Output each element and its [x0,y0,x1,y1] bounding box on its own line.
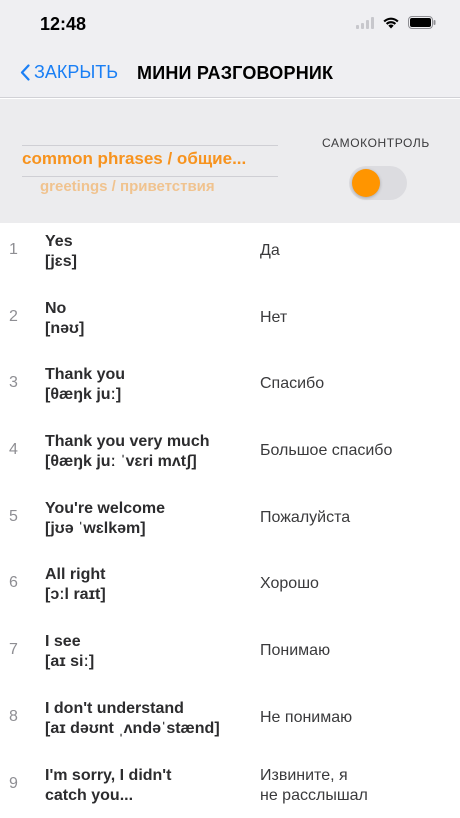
list-item[interactable] [0,758,460,818]
list-item[interactable] [0,491,460,558]
phrase-english: Yes [45,233,73,250]
phrase-list [0,224,460,818]
phrase-transcription: [aɪ dəʊnt ˌʌndəˈstænd] [45,719,220,737]
phrase-number: 6 [9,574,18,592]
phrase-number: 5 [9,507,18,525]
category-picker[interactable] [22,141,278,207]
phrase-english: I don't understand [45,699,184,717]
picker-option-selected[interactable]: common phrases / общие... [22,149,247,168]
phrase-russian: Большое спасибо [260,442,393,460]
phrase-transcription: [θæŋk juː ˈvɛri mʌtʃ] [45,453,197,471]
status-icons [356,16,436,29]
phrase-russian-line-2: не расслышал [260,786,368,804]
phrase-transcription: [jʊə ˈwɛlkəm] [45,519,146,537]
phrase-english: All right [45,566,106,584]
phrase-english: No [45,299,67,317]
list-item[interactable] [0,557,460,624]
phrase-transcription: catch you... [45,786,134,804]
controls-panel [0,99,460,223]
phrase-transcription: [ɔːl raɪt] [45,586,106,604]
phrase-english: I'm sorry, I didn't [45,766,172,784]
self-check-toggle[interactable] [349,166,407,200]
phrase-transcription: [nəʊ] [45,319,85,337]
list-item[interactable] [0,224,460,291]
phrase-russian-line-1: Извините, я [260,766,348,784]
phrase-russian: Спасибо [260,375,325,393]
phrase-russian: Понимаю [260,642,331,660]
phrase-english: I see [45,633,81,651]
picker-option-faded [46,199,278,207]
phrase-russian: Пожалуйста [260,508,351,526]
phrase-russian: Хорошо [260,575,319,593]
list-item[interactable] [0,291,460,358]
phrase-russian [260,766,450,806]
phrase-number: 4 [9,441,18,459]
phrase-english: Thank you [45,366,126,384]
close-button-label: ЗАКРЫТЬ [34,62,119,82]
chevron-left-icon [20,64,30,81]
phrase-english: Thank you very much [45,433,210,451]
list-item[interactable] [0,691,460,758]
toggle-knob [352,169,380,197]
list-item[interactable] [0,357,460,424]
phrase-number: 7 [9,641,18,659]
list-item[interactable] [0,424,460,491]
phrase-english: You're welcome [45,499,165,517]
self-check-label: САМОКОНТРОЛЬ [322,136,430,150]
phrase-number: 1 [9,241,18,258]
phrase-russian: Нет [260,308,288,326]
phrase-transcription: [θæŋk juː] [45,386,122,404]
phrase-number: 9 [9,774,18,792]
navigation-bar [0,50,460,98]
battery-icon [408,16,436,29]
page-title: МИНИ РАЗГОВОРНИК [137,63,334,83]
list-item[interactable] [0,624,460,691]
phrase-russian: Не понимаю [260,708,353,726]
phrase-transcription: [aɪ siː] [45,653,95,671]
close-button[interactable] [20,62,118,83]
cellular-signal-icon [356,17,374,29]
picker-option-next[interactable]: greetings / приветствия [40,178,215,195]
phrase-number: 8 [9,707,18,725]
status-time: 12:48 [40,14,87,34]
phrase-number: 3 [9,374,18,392]
phrase-number: 2 [9,307,18,325]
status-bar [0,0,460,50]
phrase-transcription: [jɛs] [45,253,77,270]
wifi-icon [382,16,400,29]
phrase-russian: Да [260,242,280,259]
